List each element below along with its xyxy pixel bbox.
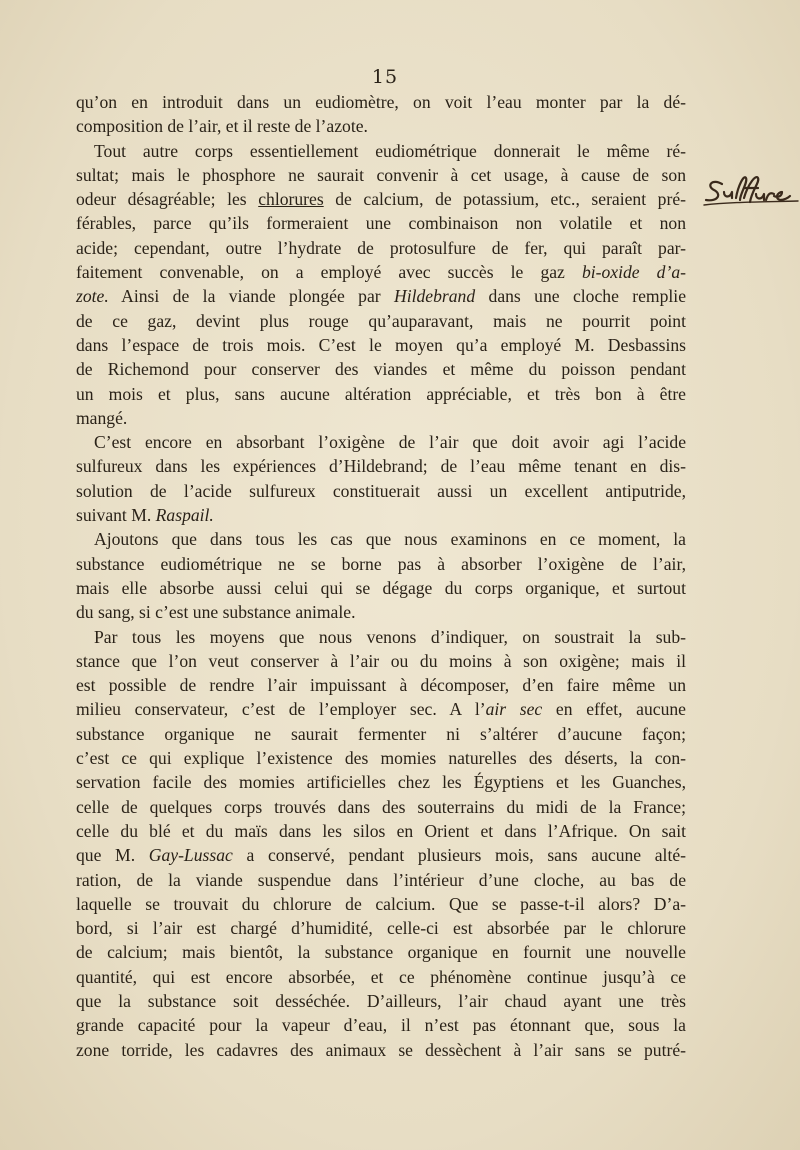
text-segment: a conservé, pendant plusieurs mois, sans aucune alté- (232, 845, 687, 866)
text-line (76, 819, 686, 843)
text-line (76, 649, 686, 673)
text-line (76, 916, 686, 940)
text-line (76, 284, 686, 308)
text-segment: Ainsi de la viande plongée par (108, 286, 395, 307)
text-line (76, 503, 686, 527)
text-segment: férables, parce qu’ils formeraient une combinaison non volatile et non (76, 213, 686, 234)
italic-text: Hildebrand (394, 286, 476, 307)
handwritten-margin-note (700, 172, 800, 212)
text-line (76, 1013, 686, 1037)
text-line (76, 722, 686, 746)
text-line (76, 527, 686, 551)
text-segment: Tout autre corps essentiellement eudiométrique donnerait le même ré- (94, 140, 686, 161)
text-segment: C’est encore en absorbant l’oxigène de l’air que doit avoir agi l’acide (94, 432, 686, 453)
text-line (76, 187, 686, 211)
text-line (76, 746, 686, 770)
text-line (76, 892, 686, 916)
text-segment: que la substance soit desséchée. D’ailleurs, l’air chaud ayant une très (76, 990, 686, 1011)
text-line (76, 552, 686, 576)
text-segment: faitement convenable, on a employé avec succès le gaz (76, 262, 582, 283)
italic-text: Raspail. (155, 505, 214, 526)
text-line (76, 965, 686, 989)
text-segment: Par tous les moyens que nous venons d’indiquer, on soustrait la sub- (94, 626, 686, 647)
text-segment: sultat; mais le phosphore ne saurait convenir à cet usage, à cause de son (76, 164, 686, 185)
text-line (76, 333, 686, 357)
text-segment: odeur désagréable; les (76, 189, 259, 210)
text-segment: de ce gaz, devint plus rouge qu’auparavant, mais ne pourrit point (76, 310, 686, 331)
text-segment: du sang, si c’est une substance animale. (76, 602, 356, 623)
text-line (76, 139, 686, 163)
text-line (76, 868, 686, 892)
text-line (76, 454, 686, 478)
text-line (76, 843, 686, 867)
text-line (76, 479, 686, 503)
text-segment: composition de l’air, et il reste de l’azote. (76, 116, 368, 137)
text-segment: substance organique ne saurait fermenter ni s’altérer d’aucune façon; (76, 723, 686, 744)
text-line (76, 163, 686, 187)
text-segment: milieu conservateur, c’est de l’employer sec. A l’ (76, 699, 486, 720)
text-segment: stance que l’on veut conserver à l’air ou du moins à son oxigène; mais il (76, 650, 686, 671)
text-segment: qu’on en introduit dans un eudiomètre, on voit l’eau monter par la dé- (76, 92, 686, 112)
italic-text: zote. (76, 286, 109, 307)
text-line (76, 625, 686, 649)
text-line (76, 770, 686, 794)
text-segment: de calcium, de potassium, etc., seraient pré- (323, 189, 687, 210)
italic-text: Gay-Lussac (148, 845, 233, 866)
text-segment: bord, si l’air est chargé d’humidité, celle-ci est absorbée par le chlorure (76, 918, 686, 939)
text-segment: de calcium; mais bientôt, la substance organique en fournit une nouvelle (76, 942, 686, 963)
text-line (76, 430, 686, 454)
text-line (76, 236, 686, 260)
text-segment: servation facile des momies artificielles chez les Égyptiens et les Guanches, (76, 772, 686, 793)
text-line (76, 211, 686, 235)
text-segment: celle de quelques corps trouvés dans des souterrains du midi de la France; (76, 796, 686, 817)
text-segment: dans l’espace de trois mois. C’est le moyen qu’a employé M. Desbassins (76, 334, 686, 355)
text-line (76, 600, 686, 624)
italic-text: bi-oxide d’a- (581, 262, 686, 283)
text-segment: zone torride, les cadavres des animaux se dessèchent à l’air sans se putré- (76, 1039, 686, 1060)
text-line (76, 114, 686, 138)
text-segment: suivant M. (76, 505, 156, 526)
text-segment: de Richemond pour conserver des viandes et même du poisson pendant (76, 359, 686, 380)
text-segment: substance eudiométrique ne se borne pas à absorber l’oxigène de l’air, (76, 553, 686, 574)
text-segment: quantité, qui est encore absorbée, et ce phénomène continue jusqu’à ce (76, 966, 686, 987)
text-segment: que M. (76, 845, 149, 866)
text-line (76, 989, 686, 1013)
text-segment: solution de l’acide sulfureux constituerait aussi un excellent antiputride, (76, 480, 686, 501)
text-segment: laquelle se trouvait du chlorure de calcium. Que se passe-t-il alors? D’a- (76, 893, 686, 914)
page-number: 15 (371, 66, 399, 88)
text-segment: mangé. (76, 407, 128, 428)
text-segment: en effet, aucune (542, 699, 686, 720)
text-segment: mais elle absorbe aussi celui qui se dégage du corps organique, et surtout (76, 577, 686, 598)
text-segment: celle du blé et du maïs dans les silos en Orient et dans l’Afrique. On sait (76, 820, 686, 841)
text-segment: est possible de rendre l’air impuissant à décomposer, d’en faire même un (76, 675, 686, 696)
text-line (76, 795, 686, 819)
text-line (76, 382, 686, 406)
text-line (76, 90, 686, 114)
text-segment: ration, de la viande suspendue dans l’intérieur d’une cloche, au bas de (76, 869, 686, 890)
text-segment: acide; cependant, outre l’hydrate de protosulfure de fer, qui paraît par- (76, 237, 686, 258)
text-line (76, 1038, 686, 1062)
text-segment: grande capacité pour la vapeur d’eau, il n’est pas étonnant que, sous la (76, 1015, 686, 1036)
text-line (76, 940, 686, 964)
text-line (76, 697, 686, 721)
text-line (76, 673, 686, 697)
text-line (76, 260, 686, 284)
text-line (76, 357, 686, 381)
text-segment: c’est ce qui explique l’existence des momies naturelles des déserts, la con- (76, 748, 686, 769)
text-line (76, 406, 686, 430)
text-line (76, 309, 686, 333)
text-segment: chlorures (258, 189, 324, 210)
text-segment: un mois et plus, sans aucune altération appréciable, et très bon à être (76, 383, 686, 404)
text-segment: sulfureux dans les expériences d’Hildebrand; de l’eau même tenant en dis- (76, 456, 686, 477)
text-line (76, 576, 686, 600)
text-segment: Ajoutons que dans tous les cas que nous examinons en ce moment, la (94, 529, 686, 550)
text-segment: dans une cloche remplie (475, 286, 687, 307)
handwriting-sulfure-icon (700, 172, 800, 212)
italic-text: air sec (485, 699, 543, 720)
body-text (76, 90, 686, 1062)
